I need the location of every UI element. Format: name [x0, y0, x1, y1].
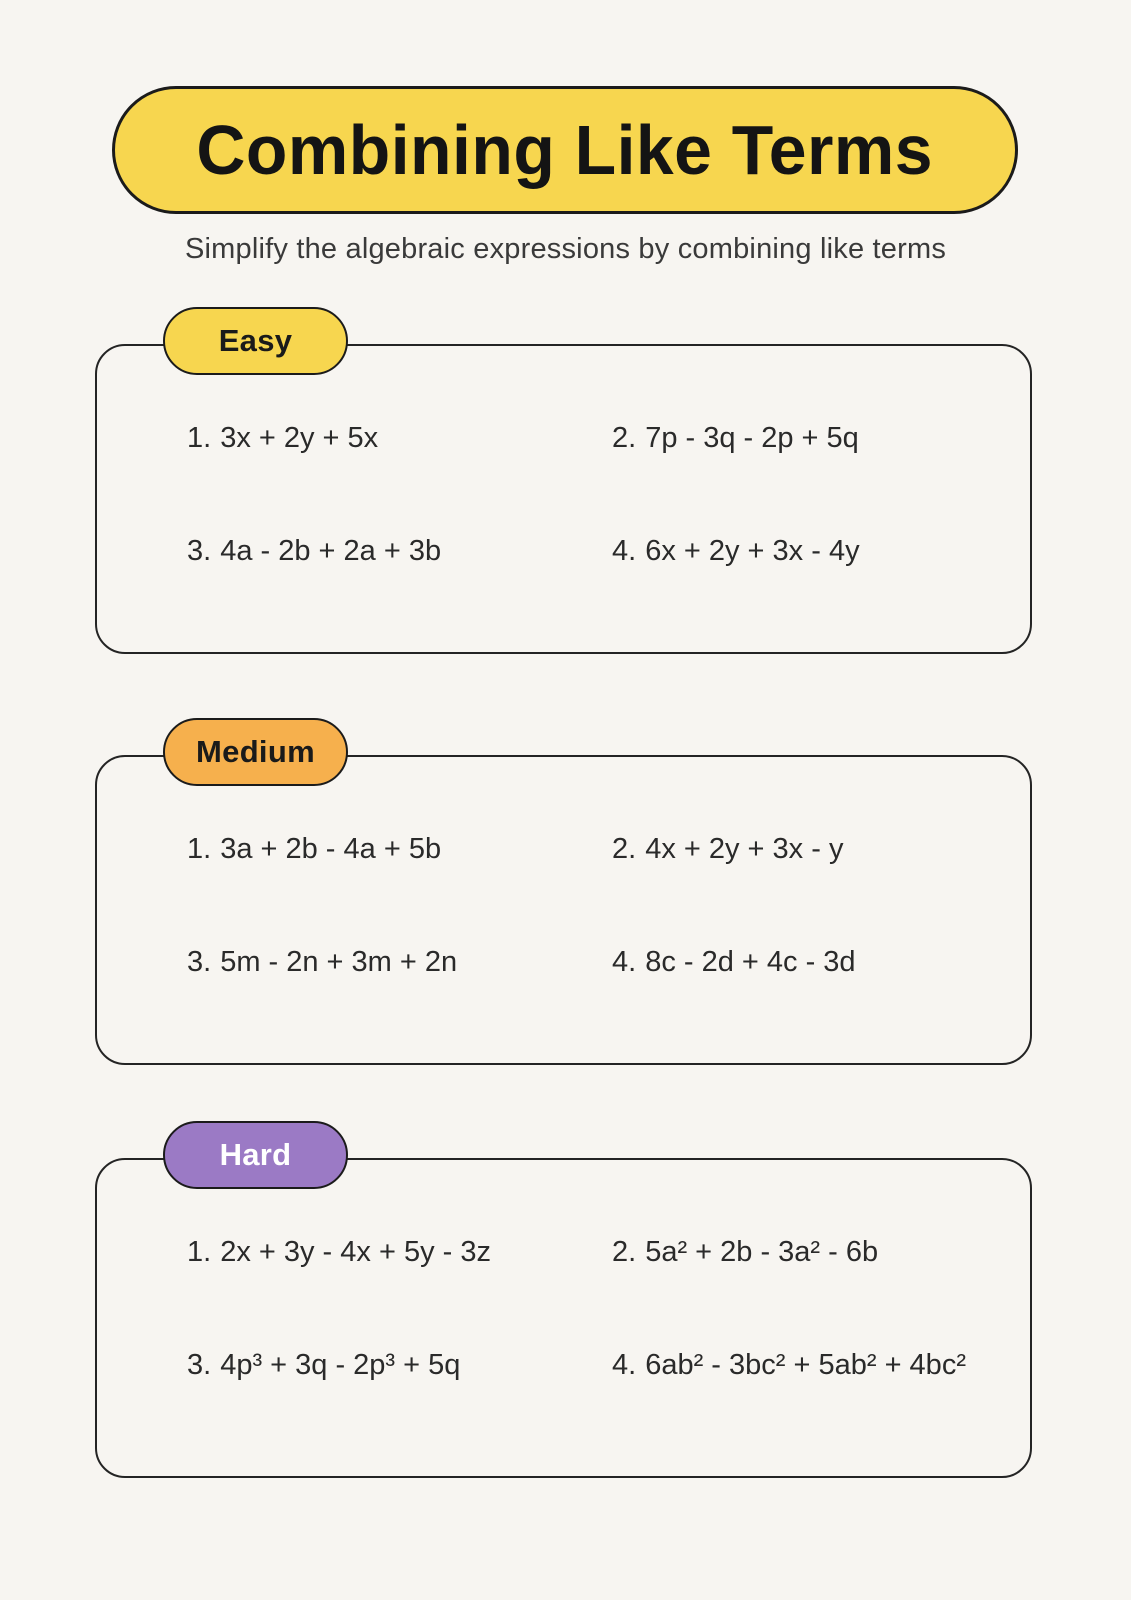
problem-number: 2. [612, 422, 637, 454]
problem-expression: 2x + 3y - 4x + 5y - 3z [220, 1236, 491, 1268]
problem-grid [97, 757, 1030, 980]
problem-number: 3. [187, 1349, 212, 1381]
section-badge-hard [163, 1121, 348, 1189]
problem-item [612, 1234, 1010, 1270]
problem-item [612, 831, 1010, 867]
problem-number: 3. [187, 946, 212, 978]
problem-item [187, 1234, 612, 1270]
problem-number: 2. [612, 833, 637, 865]
section-badge-medium [163, 718, 348, 786]
problem-item [612, 944, 1010, 980]
title-pill [112, 86, 1018, 214]
section-medium [95, 734, 1032, 1065]
problem-item [187, 420, 612, 456]
problem-item [612, 533, 1010, 569]
problem-expression: 5m - 2n + 3m + 2n [220, 946, 458, 978]
problem-item [612, 1347, 1010, 1383]
problem-expression: 7p - 3q - 2p + 5q [645, 422, 859, 454]
section-badge-easy [163, 307, 348, 375]
problem-item [187, 831, 612, 867]
problem-number: 2. [612, 1236, 637, 1268]
problem-expression: 3x + 2y + 5x [220, 422, 379, 454]
problem-item [187, 944, 612, 980]
problem-number: 3. [187, 535, 212, 567]
problem-expression: 3a + 2b - 4a + 5b [220, 833, 442, 865]
problem-expression: 4x + 2y + 3x - y [645, 833, 844, 865]
problem-expression: 8c - 2d + 4c - 3d [645, 946, 856, 978]
problem-number: 4. [612, 946, 637, 978]
problem-number: 1. [187, 833, 212, 865]
problem-expression: 6ab² - 3bc² + 5ab² + 4bc² [645, 1349, 966, 1381]
problem-number: 1. [187, 1236, 212, 1268]
problem-item [187, 1347, 612, 1383]
problem-number: 4. [612, 535, 637, 567]
problem-number: 1. [187, 422, 212, 454]
section-easy [95, 323, 1032, 654]
section-label: Hard [219, 1137, 292, 1172]
problem-item [187, 533, 612, 569]
problem-grid [97, 346, 1030, 569]
section-hard [95, 1137, 1032, 1478]
section-label: Easy [218, 323, 293, 358]
page-title: Combining Like Terms [196, 111, 934, 189]
problem-item [612, 420, 1010, 456]
problem-expression: 4p³ + 3q - 2p³ + 5q [220, 1349, 461, 1381]
problem-grid [97, 1160, 1030, 1383]
problem-expression: 6x + 2y + 3x - 4y [645, 535, 860, 567]
problem-expression: 5a² + 2b - 3a² - 6b [645, 1236, 879, 1268]
problem-expression: 4a - 2b + 2a + 3b [220, 535, 442, 567]
page-subtitle: Simplify the algebraic expressions by combining like terms [184, 233, 947, 265]
problem-number: 4. [612, 1349, 637, 1381]
section-label: Medium [196, 734, 315, 769]
